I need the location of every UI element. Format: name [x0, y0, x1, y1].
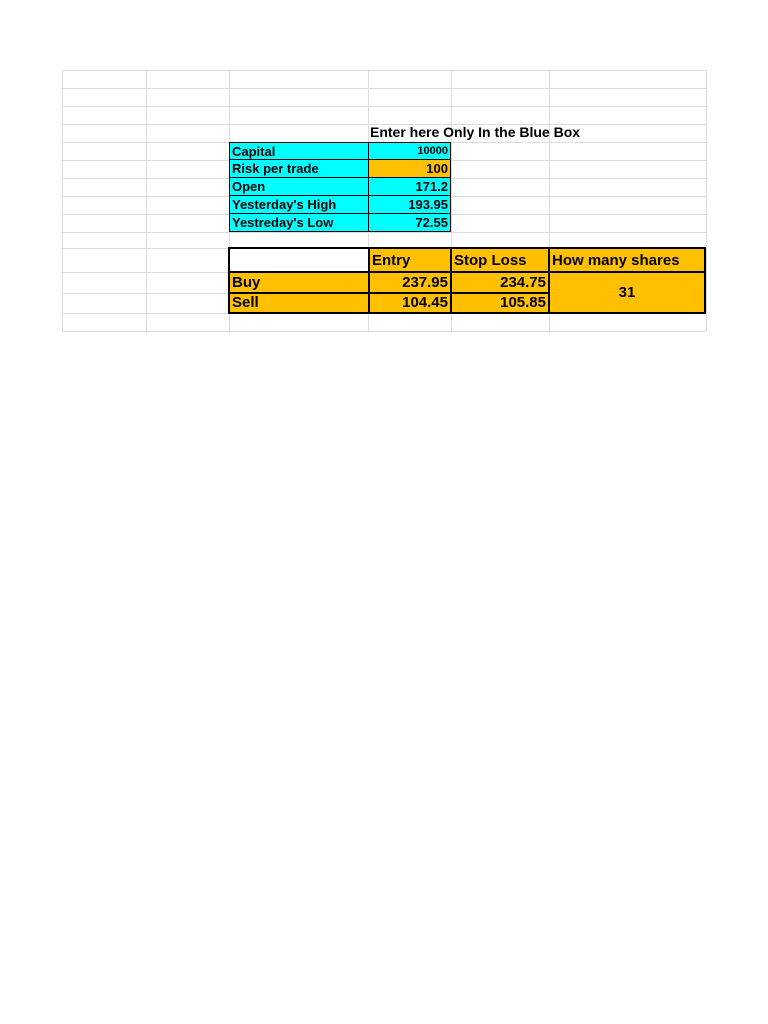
results-header-how-many-shares: How many shares [548, 247, 706, 273]
input-label-capital: Capital [229, 142, 369, 160]
input-value-risk-per-trade[interactable]: 100 [368, 159, 451, 178]
input-label-risk-per-trade: Risk per trade [229, 159, 369, 178]
gridline-horizontal [62, 106, 706, 107]
gridline-horizontal [62, 331, 706, 332]
input-value-capital[interactable]: 10000 [368, 142, 451, 160]
gridline-vertical [146, 70, 147, 331]
input-label-yesterdays-low: Yestreday's Low [229, 213, 369, 232]
results-buy-stop-loss: 234.75 [450, 271, 550, 294]
input-label-yesterdays-high: Yesterday's High [229, 195, 369, 214]
results-label-sell: Sell [228, 292, 370, 314]
gridline-horizontal [62, 70, 706, 71]
gridline-horizontal [62, 88, 706, 89]
input-value-yesterdays-low[interactable]: 72.55 [368, 213, 451, 232]
input-label-open: Open [229, 177, 369, 196]
input-value-open[interactable]: 171.2 [368, 177, 451, 196]
results-shares-count: 31 [548, 271, 706, 314]
gridline-vertical [62, 70, 63, 331]
gridline-horizontal [62, 232, 706, 233]
results-sell-stop-loss: 105.85 [450, 292, 550, 314]
results-header-stop-loss: Stop Loss [450, 247, 550, 273]
input-value-yesterdays-high[interactable]: 193.95 [368, 195, 451, 214]
results-sell-entry: 104.45 [368, 292, 452, 314]
gridline-vertical [706, 70, 707, 331]
results-corner-cell [228, 247, 370, 273]
results-label-buy: Buy [228, 271, 370, 294]
results-buy-entry: 237.95 [368, 271, 452, 294]
instruction-heading: Enter here Only In the Blue Box [370, 124, 581, 140]
results-header-entry: Entry [368, 247, 452, 273]
